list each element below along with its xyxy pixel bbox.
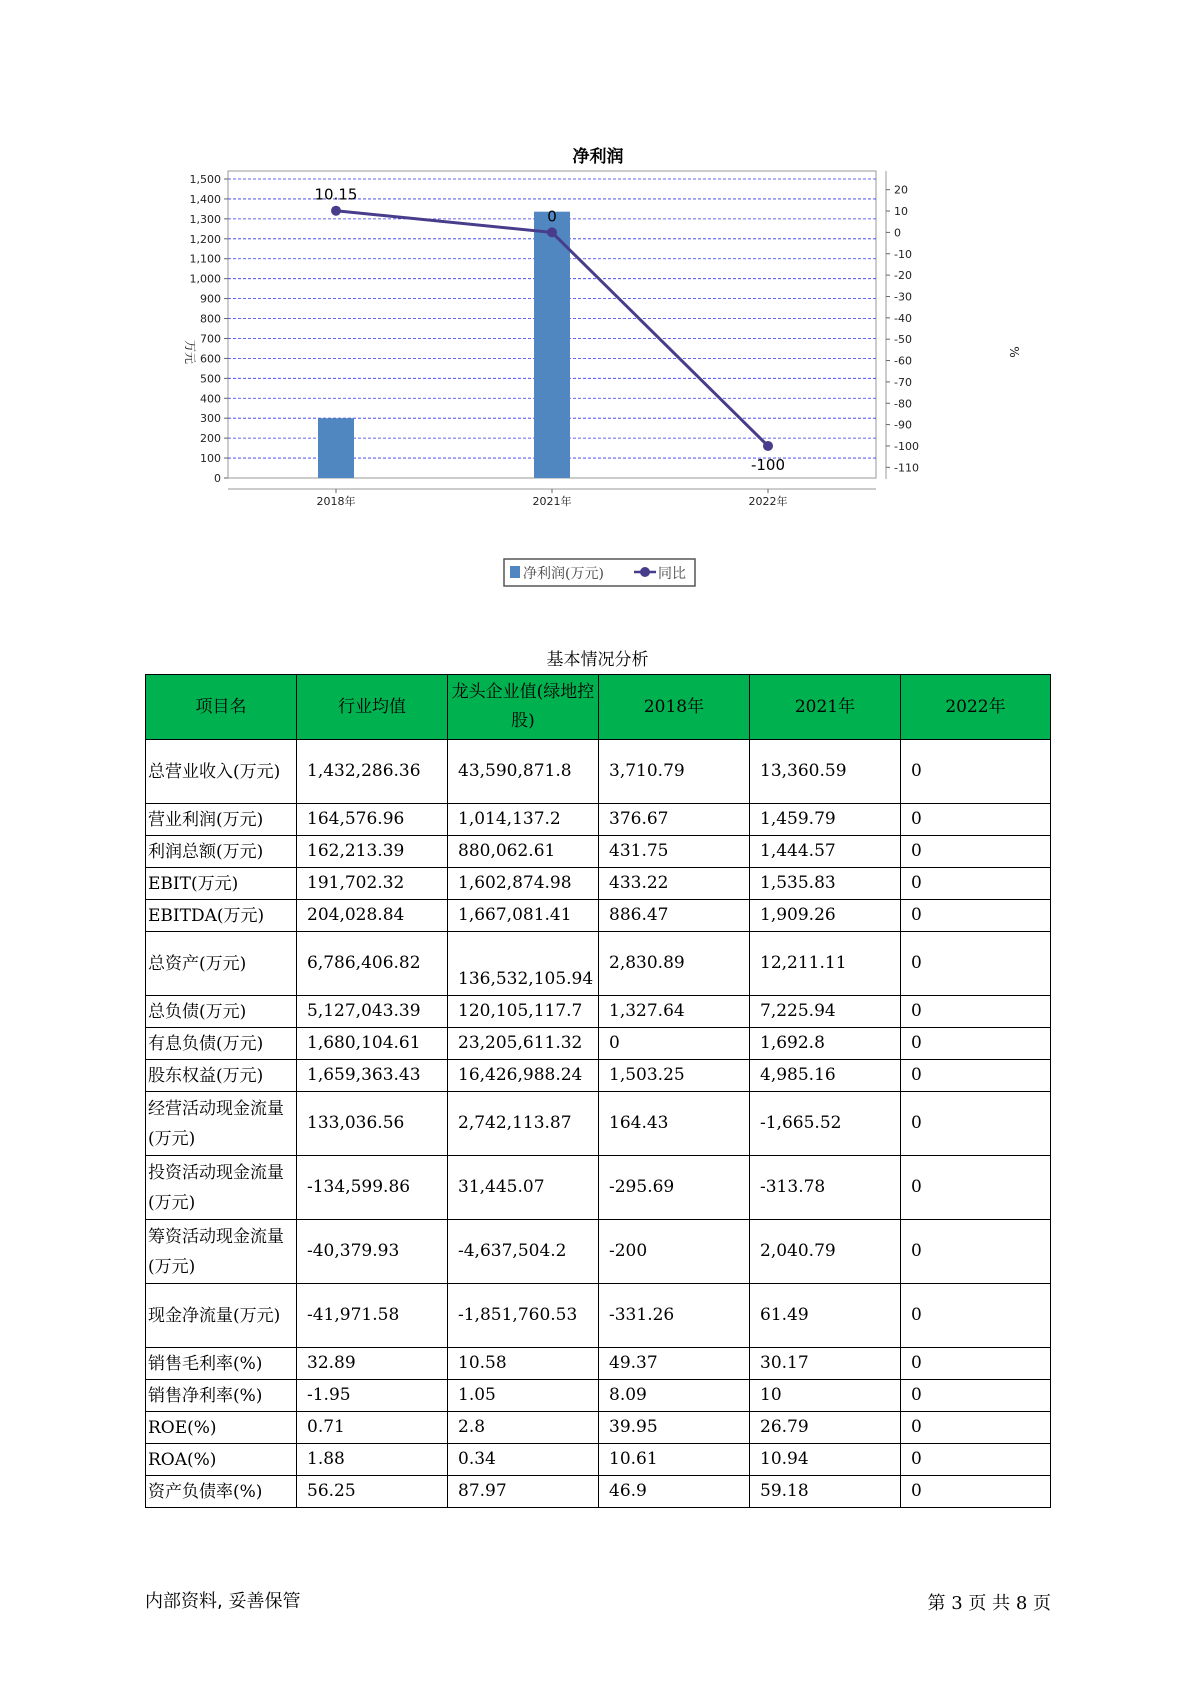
header-2018: 2018年 bbox=[599, 675, 750, 740]
y2-tick-label: -60 bbox=[894, 354, 912, 368]
cell-2021: 1,444.57 bbox=[750, 836, 901, 868]
cell-name: 销售毛利率(%) bbox=[146, 1348, 297, 1380]
y-tick-label: 700 bbox=[200, 332, 221, 346]
yoy-point-1 bbox=[547, 227, 557, 237]
table-row-net-margin bbox=[146, 1380, 1051, 1412]
cell-2022: 0 bbox=[901, 1156, 1051, 1220]
cell-leader-value: 2,742,113.87 bbox=[448, 1092, 599, 1156]
cell-name: 利润总额(万元) bbox=[146, 836, 297, 868]
cell-2018: 49.37 bbox=[599, 1348, 750, 1380]
cell-name: 总资产(万元) bbox=[146, 932, 297, 996]
y-tick-label: 500 bbox=[200, 372, 221, 386]
cell-leader-value: 880,062.61 bbox=[448, 836, 599, 868]
cell-2021: 1,459.79 bbox=[750, 804, 901, 836]
table-row-total-profit bbox=[146, 836, 1051, 868]
legend-bar-label: 净利润(万元) bbox=[523, 566, 604, 582]
cell-industry-average: 5,127,043.39 bbox=[297, 996, 448, 1028]
cell-name: ROE(%) bbox=[146, 1412, 297, 1444]
y-tick-label: 200 bbox=[200, 432, 221, 446]
cell-2022: 0 bbox=[901, 868, 1051, 900]
y-tick-label: 1,300 bbox=[189, 212, 221, 226]
bar-1 bbox=[534, 212, 570, 478]
y2-tick-label: -100 bbox=[894, 439, 919, 453]
table-caption: 基本情况分析 bbox=[546, 650, 649, 670]
cell-industry-average: 191,702.32 bbox=[297, 868, 448, 900]
cell-2021: -313.78 bbox=[750, 1156, 901, 1220]
cell-2018: 431.75 bbox=[599, 836, 750, 868]
cell-name: 资产负债率(%) bbox=[146, 1476, 297, 1508]
cell-2018: 39.95 bbox=[599, 1412, 750, 1444]
cell-2021: 1,692.8 bbox=[750, 1028, 901, 1060]
cell-industry-average: -40,379.93 bbox=[297, 1220, 448, 1284]
analysis-table bbox=[145, 674, 1051, 1508]
y2-tick-label: -80 bbox=[894, 397, 912, 411]
cell-2021: 4,985.16 bbox=[750, 1060, 901, 1092]
table-row-financing-cash-flow bbox=[146, 1220, 1051, 1284]
cell-2018: 3,710.79 bbox=[599, 740, 750, 804]
cell-name: 筹资活动现金流量(万元) bbox=[146, 1220, 297, 1284]
cell-2022: 0 bbox=[901, 1380, 1051, 1412]
cell-2018: 376.67 bbox=[599, 804, 750, 836]
y-tick-label: 1,000 bbox=[189, 272, 221, 286]
y-tick-label: 800 bbox=[200, 312, 221, 326]
y-tick-label: 600 bbox=[200, 352, 221, 366]
cell-2022: 0 bbox=[901, 1412, 1051, 1444]
table-row-total-liabilities bbox=[146, 996, 1051, 1028]
y2-tick-label: -10 bbox=[894, 247, 912, 261]
header-leader-value: 龙头企业值(绿地控股) bbox=[448, 675, 599, 740]
y2-tick-label: -20 bbox=[894, 269, 912, 283]
cell-leader-value: -4,637,504.2 bbox=[448, 1220, 599, 1284]
cell-2018: 46.9 bbox=[599, 1476, 750, 1508]
cell-2021: 61.49 bbox=[750, 1284, 901, 1348]
chart-title: 净利润 bbox=[572, 147, 624, 167]
y-axis-label: 万元 bbox=[183, 339, 197, 365]
header-industry-average: 行业均值 bbox=[297, 675, 448, 740]
cell-2022: 0 bbox=[901, 836, 1051, 868]
cell-leader-value: 16,426,988.24 bbox=[448, 1060, 599, 1092]
legend-line-label: 同比 bbox=[658, 566, 686, 582]
cell-2018: -200 bbox=[599, 1220, 750, 1284]
cell-2018: 433.22 bbox=[599, 868, 750, 900]
cell-industry-average: 164,576.96 bbox=[297, 804, 448, 836]
cell-industry-average: -134,599.86 bbox=[297, 1156, 448, 1220]
table-row-ebit bbox=[146, 868, 1051, 900]
footer-page-number: 第 3 页 共 8 页 bbox=[927, 1593, 1051, 1614]
cell-2018: -331.26 bbox=[599, 1284, 750, 1348]
cell-2021: 7,225.94 bbox=[750, 996, 901, 1028]
cell-industry-average: 0.71 bbox=[297, 1412, 448, 1444]
cell-2021: 30.17 bbox=[750, 1348, 901, 1380]
cell-name: EBITDA(万元) bbox=[146, 900, 297, 932]
table-body bbox=[146, 740, 1051, 1508]
cell-2018: 886.47 bbox=[599, 900, 750, 932]
header-2022: 2022年 bbox=[901, 675, 1051, 740]
cell-name: 投资活动现金流量(万元) bbox=[146, 1156, 297, 1220]
x-tick-label: 2022年 bbox=[748, 495, 788, 508]
cell-2022: 0 bbox=[901, 1284, 1051, 1348]
cell-leader-value: 23,205,611.32 bbox=[448, 1028, 599, 1060]
cell-2018: 1,327.64 bbox=[599, 996, 750, 1028]
table-row-operating-cash-flow bbox=[146, 1092, 1051, 1156]
y-tick-label: 400 bbox=[200, 392, 221, 406]
cell-2022: 0 bbox=[901, 1444, 1051, 1476]
cell-2022: 0 bbox=[901, 804, 1051, 836]
y2-tick-label: 10 bbox=[894, 205, 908, 219]
y-tick-label: 300 bbox=[200, 412, 221, 426]
cell-leader-value: 0.34 bbox=[448, 1444, 599, 1476]
cell-leader-value: 10.58 bbox=[448, 1348, 599, 1380]
cell-2018: 0 bbox=[599, 1028, 750, 1060]
cell-name: 营业利润(万元) bbox=[146, 804, 297, 836]
cell-name: 股东权益(万元) bbox=[146, 1060, 297, 1092]
cell-2022: 0 bbox=[901, 1028, 1051, 1060]
y2-tick-label: 0 bbox=[894, 226, 901, 240]
cell-2021: 26.79 bbox=[750, 1412, 901, 1444]
cell-2022: 0 bbox=[901, 1092, 1051, 1156]
table-row-gross-margin bbox=[146, 1348, 1051, 1380]
cell-2022: 0 bbox=[901, 900, 1051, 932]
x-tick-label: 2018年 bbox=[316, 495, 356, 508]
cell-2018: 8.09 bbox=[599, 1380, 750, 1412]
yoy-point-2 bbox=[763, 441, 773, 451]
table-row-ebitda bbox=[146, 900, 1051, 932]
table-row-net-cash-flow bbox=[146, 1284, 1051, 1348]
yoy-data-label-2: -100 bbox=[750, 455, 786, 474]
y-tick-label: 1,200 bbox=[189, 232, 221, 246]
cell-industry-average: 32.89 bbox=[297, 1348, 448, 1380]
y-tick-label: 1,400 bbox=[189, 192, 221, 206]
cell-industry-average: 1,680,104.61 bbox=[297, 1028, 448, 1060]
cell-industry-average: -41,971.58 bbox=[297, 1284, 448, 1348]
cell-2018: 2,830.89 bbox=[599, 932, 750, 996]
y-tick-label: 100 bbox=[200, 452, 221, 466]
legend-line-marker bbox=[640, 567, 650, 577]
y-tick-label: 1,100 bbox=[189, 252, 221, 266]
cell-name: ROA(%) bbox=[146, 1444, 297, 1476]
cell-2021: 59.18 bbox=[750, 1476, 901, 1508]
yoy-data-label-1: 0 bbox=[547, 207, 557, 226]
cell-2018: 1,503.25 bbox=[599, 1060, 750, 1092]
legend-bar-swatch bbox=[510, 566, 520, 578]
cell-2021: 10 bbox=[750, 1380, 901, 1412]
chart-legend bbox=[504, 559, 695, 586]
cell-leader-value: 1.05 bbox=[448, 1380, 599, 1412]
cell-leader-value: 1,667,081.41 bbox=[448, 900, 599, 932]
footer-confidential-note: 内部资料, 妥善保管 bbox=[145, 1591, 301, 1612]
header-2021: 2021年 bbox=[750, 675, 901, 740]
y2-tick-label: 20 bbox=[894, 183, 908, 197]
cell-2022: 0 bbox=[901, 1060, 1051, 1092]
cell-2022: 0 bbox=[901, 740, 1051, 804]
cell-2018: -295.69 bbox=[599, 1156, 750, 1220]
cell-name: 现金净流量(万元) bbox=[146, 1284, 297, 1348]
cell-name: 有息负债(万元) bbox=[146, 1028, 297, 1060]
cell-leader-value: 87.97 bbox=[448, 1476, 599, 1508]
bar-0 bbox=[318, 418, 354, 478]
cell-name: EBIT(万元) bbox=[146, 868, 297, 900]
cell-leader-value: 120,105,117.7 bbox=[448, 996, 599, 1028]
table-row-shareholder-equity bbox=[146, 1060, 1051, 1092]
table-row-roa bbox=[146, 1444, 1051, 1476]
y2-tick-label: -30 bbox=[894, 290, 912, 304]
y-tick-label: 1,500 bbox=[189, 173, 221, 186]
cell-name: 总负债(万元) bbox=[146, 996, 297, 1028]
yoy-point-0 bbox=[331, 206, 341, 216]
cell-2021: 2,040.79 bbox=[750, 1220, 901, 1284]
cell-leader-value: 43,590,871.8 bbox=[448, 740, 599, 804]
cell-2021: 12,211.11 bbox=[750, 932, 901, 996]
cell-industry-average: 1.88 bbox=[297, 1444, 448, 1476]
cell-2018: 10.61 bbox=[599, 1444, 750, 1476]
cell-leader-value: 136,532,105.94 bbox=[448, 932, 599, 996]
table-row-interest-bearing-debt bbox=[146, 1028, 1051, 1060]
cell-industry-average: 56.25 bbox=[297, 1476, 448, 1508]
x-tick-label: 2021年 bbox=[532, 495, 572, 508]
cell-2021: -1,665.52 bbox=[750, 1092, 901, 1156]
y2-tick-label: -90 bbox=[894, 418, 912, 432]
y2-tick-label: -50 bbox=[894, 333, 912, 347]
cell-2022: 0 bbox=[901, 996, 1051, 1028]
cell-leader-value: -1,851,760.53 bbox=[448, 1284, 599, 1348]
table-row-total-revenue bbox=[146, 740, 1051, 804]
table-row-total-assets bbox=[146, 932, 1051, 996]
cell-2018: 164.43 bbox=[599, 1092, 750, 1156]
y-tick-label: 900 bbox=[200, 292, 221, 306]
cell-2022: 0 bbox=[901, 932, 1051, 996]
cell-leader-value: 1,014,137.2 bbox=[448, 804, 599, 836]
y2-axis-label: % bbox=[1007, 346, 1021, 358]
cell-2021: 10.94 bbox=[750, 1444, 901, 1476]
table-row-operating-profit bbox=[146, 804, 1051, 836]
cell-2021: 1,535.83 bbox=[750, 868, 901, 900]
yoy-data-label-0: 10.15 bbox=[314, 185, 358, 204]
header-item-name: 项目名 bbox=[146, 675, 297, 740]
cell-industry-average: 1,659,363.43 bbox=[297, 1060, 448, 1092]
table-row-debt-to-asset-ratio bbox=[146, 1476, 1051, 1508]
cell-2021: 1,909.26 bbox=[750, 900, 901, 932]
cell-industry-average: 1,432,286.36 bbox=[297, 740, 448, 804]
table-header-row bbox=[146, 675, 1051, 740]
y-tick-label: 0 bbox=[214, 472, 221, 485]
cell-industry-average: 162,213.39 bbox=[297, 836, 448, 868]
y2-tick-label: -70 bbox=[894, 375, 912, 389]
net-profit-chart bbox=[0, 0, 1191, 620]
y2-tick-label: -40 bbox=[894, 311, 912, 325]
cell-industry-average: 133,036.56 bbox=[297, 1092, 448, 1156]
cell-2021: 13,360.59 bbox=[750, 740, 901, 804]
cell-name: 销售净利率(%) bbox=[146, 1380, 297, 1412]
cell-industry-average: -1.95 bbox=[297, 1380, 448, 1412]
cell-2022: 0 bbox=[901, 1220, 1051, 1284]
cell-industry-average: 204,028.84 bbox=[297, 900, 448, 932]
cell-leader-value: 31,445.07 bbox=[448, 1156, 599, 1220]
cell-industry-average: 6,786,406.82 bbox=[297, 932, 448, 996]
cell-name: 经营活动现金流量(万元) bbox=[146, 1092, 297, 1156]
y2-tick-label: -110 bbox=[894, 461, 919, 475]
table-row-investing-cash-flow bbox=[146, 1156, 1051, 1220]
cell-2022: 0 bbox=[901, 1348, 1051, 1380]
cell-leader-value: 2.8 bbox=[448, 1412, 599, 1444]
table-row-roe bbox=[146, 1412, 1051, 1444]
cell-name: 总营业收入(万元) bbox=[146, 740, 297, 804]
cell-leader-value: 1,602,874.98 bbox=[448, 868, 599, 900]
cell-2022: 0 bbox=[901, 1476, 1051, 1508]
